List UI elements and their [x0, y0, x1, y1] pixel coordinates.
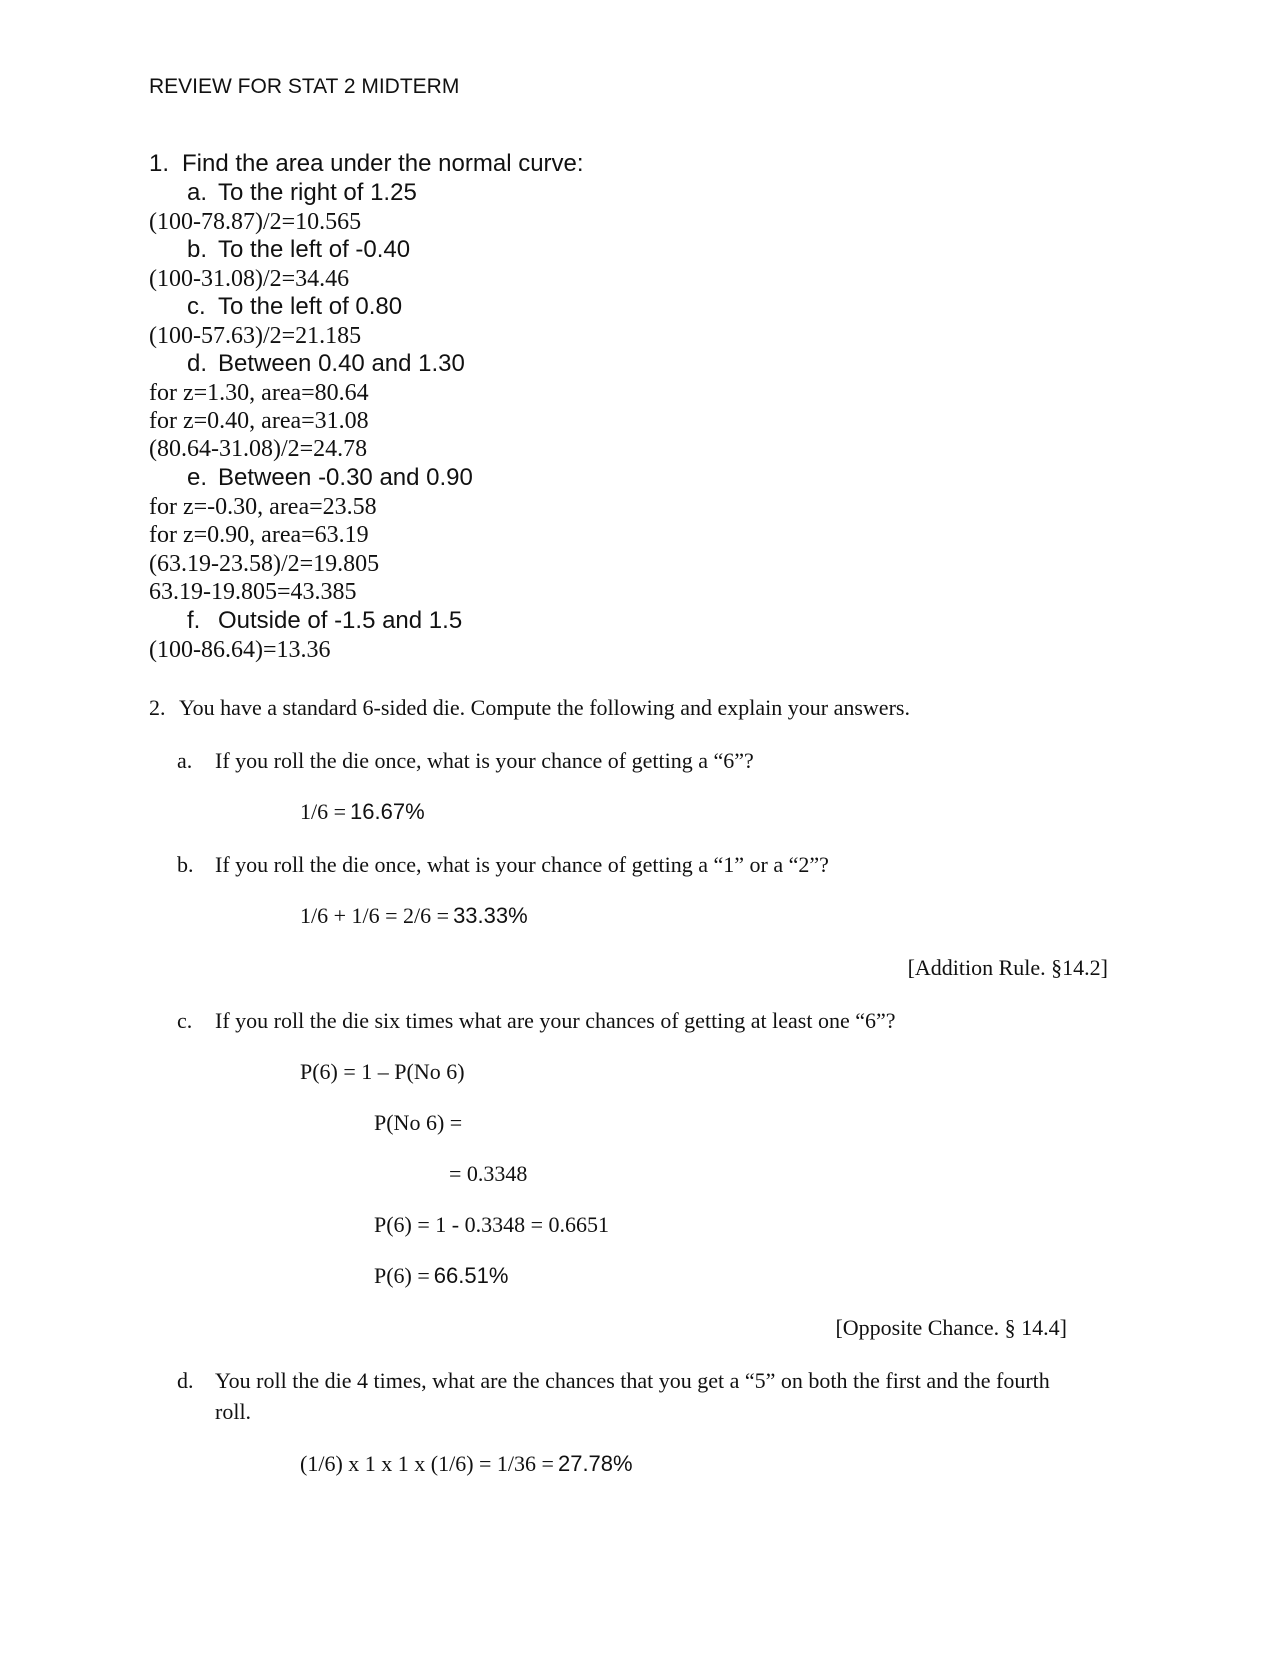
- q1d-work-line: (80.64-31.08)/2=24.78: [149, 436, 368, 462]
- q1e-prompt: Between -0.30 and 0.90: [218, 464, 473, 491]
- q1c-label: c.: [187, 293, 206, 320]
- q1f-work-line: (100-86.64)=13.36: [149, 637, 331, 663]
- q2b-answer: [300, 905, 528, 927]
- q1-prompt: Find the area under the normal curve:: [182, 150, 584, 177]
- q1d-work-line: for z=0.40, area=31.08: [149, 408, 369, 434]
- page-title: REVIEW FOR STAT 2 MIDTERM: [149, 75, 460, 98]
- q2b-answer-result: 33.33%: [453, 903, 528, 928]
- q1f-prompt: Outside of -1.5 and 1.5: [218, 607, 463, 634]
- q2d-answer-result: 27.78%: [557, 1451, 633, 1476]
- q2-number: 2.: [149, 695, 166, 720]
- q1e-work-line: (63.19-23.58)/2=19.805: [149, 551, 380, 577]
- q2c-step-2: P(No 6) =: [374, 1110, 463, 1135]
- q1a-label: a.: [187, 179, 208, 206]
- q1b-prompt: To the left of -0.40: [218, 236, 411, 263]
- q1a-work-line: (100-78.87)/2=10.565: [149, 209, 362, 235]
- q1d-label: d.: [187, 350, 208, 377]
- q2d-label: d.: [177, 1368, 194, 1393]
- q2b-answer-expression: 1/6 + 1/6 = 2/6 =: [300, 903, 450, 928]
- q2a-answer-result: 16.67%: [350, 799, 425, 824]
- q2d-answer-expression: (1/6) x 1 x 1 x (1/6) = 1/36 =: [300, 1451, 554, 1476]
- q1d-prompt: Between 0.40 and 1.30: [218, 350, 465, 377]
- q1c-work-line: (100-57.63)/2=21.185: [149, 323, 362, 349]
- q2c-answer: [374, 1265, 508, 1287]
- q2c-step-1: P(6) = 1 – P(No 6): [300, 1059, 465, 1084]
- q2c-label: c.: [177, 1008, 193, 1033]
- q2b-prompt: If you roll the die once, what is your chance of getting a “1” or a “2”?: [215, 852, 829, 877]
- q2c-step-3: = 0.3348: [449, 1161, 528, 1186]
- q2a-prompt: If you roll the die once, what is your chance of getting a “6”?: [215, 748, 754, 773]
- q1b-label: b.: [187, 236, 208, 263]
- q2a-label: a.: [177, 748, 193, 773]
- q1-number: 1.: [149, 150, 170, 177]
- q2d-prompt-line-2: roll.: [215, 1399, 252, 1424]
- q1e-work-line: for z=-0.30, area=23.58: [149, 494, 377, 520]
- q1e-work-line: for z=0.90, area=63.19: [149, 522, 369, 548]
- q1d-work-line: for z=1.30, area=80.64: [149, 380, 369, 406]
- q2c-answer-expression: P(6) =: [374, 1263, 430, 1288]
- q1a-prompt: To the right of 1.25: [218, 179, 417, 206]
- q2a-answer-expression: 1/6 =: [300, 799, 347, 824]
- q2b-label: b.: [177, 852, 194, 877]
- q2-prompt: You have a standard 6-sided die. Compute the following and explain your answers.: [179, 695, 910, 720]
- q1e-label: e.: [187, 464, 208, 491]
- q2d-answer: [300, 1453, 633, 1475]
- q2a-answer: [300, 801, 425, 823]
- q2c-answer-result: 66.51%: [433, 1263, 509, 1288]
- q2c-reference: [Opposite Chance. § 14.4]: [835, 1315, 1067, 1340]
- q1f-label: f.: [187, 607, 201, 634]
- q1c-prompt: To the left of 0.80: [218, 293, 403, 320]
- q1b-work-line: (100-31.08)/2=34.46: [149, 266, 350, 292]
- q2d-prompt-line-1: You roll the die 4 times, what are the chances that you get a “5” on both the first and the fourth: [215, 1368, 1050, 1393]
- q2c-step-4: P(6) = 1 - 0.3348 = 0.6651: [374, 1212, 610, 1237]
- q1e-work-line: 63.19-19.805=43.385: [149, 579, 357, 605]
- q2c-prompt: If you roll the die six times what are your chances of getting at least one “6”?: [215, 1008, 896, 1033]
- q2b-reference: [Addition Rule. §14.2]: [907, 955, 1108, 980]
